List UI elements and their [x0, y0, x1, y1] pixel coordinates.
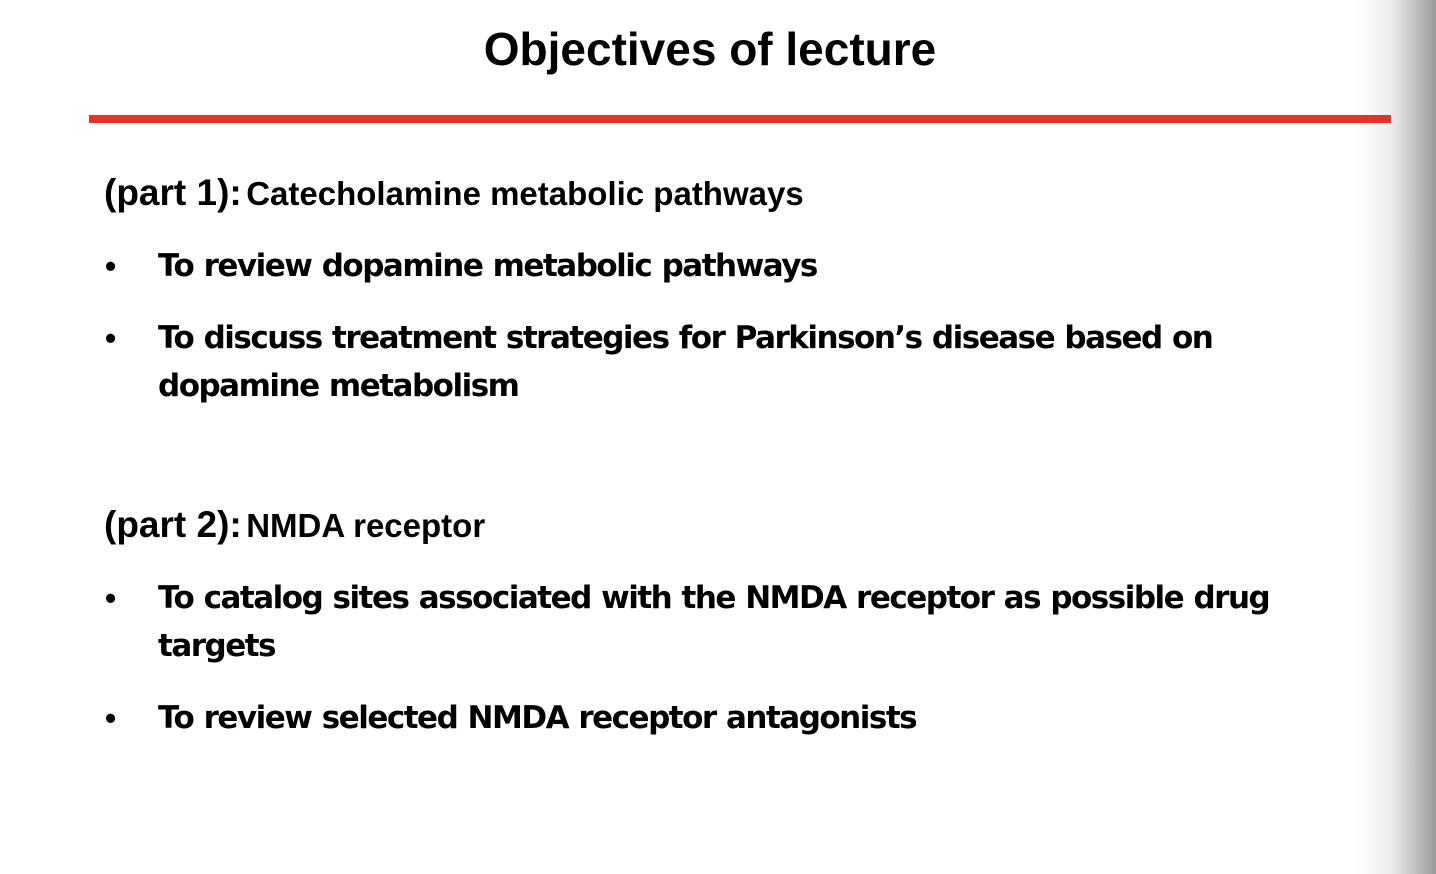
- bullet-icon: •: [105, 248, 117, 284]
- section-part-label: (part 1):: [104, 172, 242, 213]
- list-item-text: To discuss treatment strategies for Parkinson’s disease based on dopamine metabolism: [158, 320, 1213, 404]
- section-topic: NMDA receptor: [246, 507, 486, 544]
- slide-title: Objectives of lecture: [483, 23, 937, 75]
- bullet-icon: •: [105, 580, 117, 616]
- list-item: [105, 314, 1325, 410]
- title-divider: [89, 115, 1391, 123]
- bullet-icon: •: [105, 700, 117, 736]
- section-part-label: (part 2):: [104, 504, 242, 545]
- list-item-text: To catalog sites associated with the NMDA receptor as possible drug targets: [158, 580, 1270, 664]
- list-item: [105, 694, 1325, 742]
- bullet-icon: •: [105, 320, 117, 356]
- list-item: [105, 242, 1325, 290]
- section-heading-part-1: [104, 172, 804, 214]
- page-edge-shadow: [1356, 0, 1436, 874]
- section-topic: Catecholamine metabolic pathways: [246, 175, 804, 212]
- section-heading-part-2: [104, 504, 485, 546]
- list-item-text: To review dopamine metabolic pathways: [158, 248, 817, 284]
- list-item: [105, 574, 1325, 670]
- list-item-text: To review selected NMDA receptor antagonists: [158, 700, 917, 736]
